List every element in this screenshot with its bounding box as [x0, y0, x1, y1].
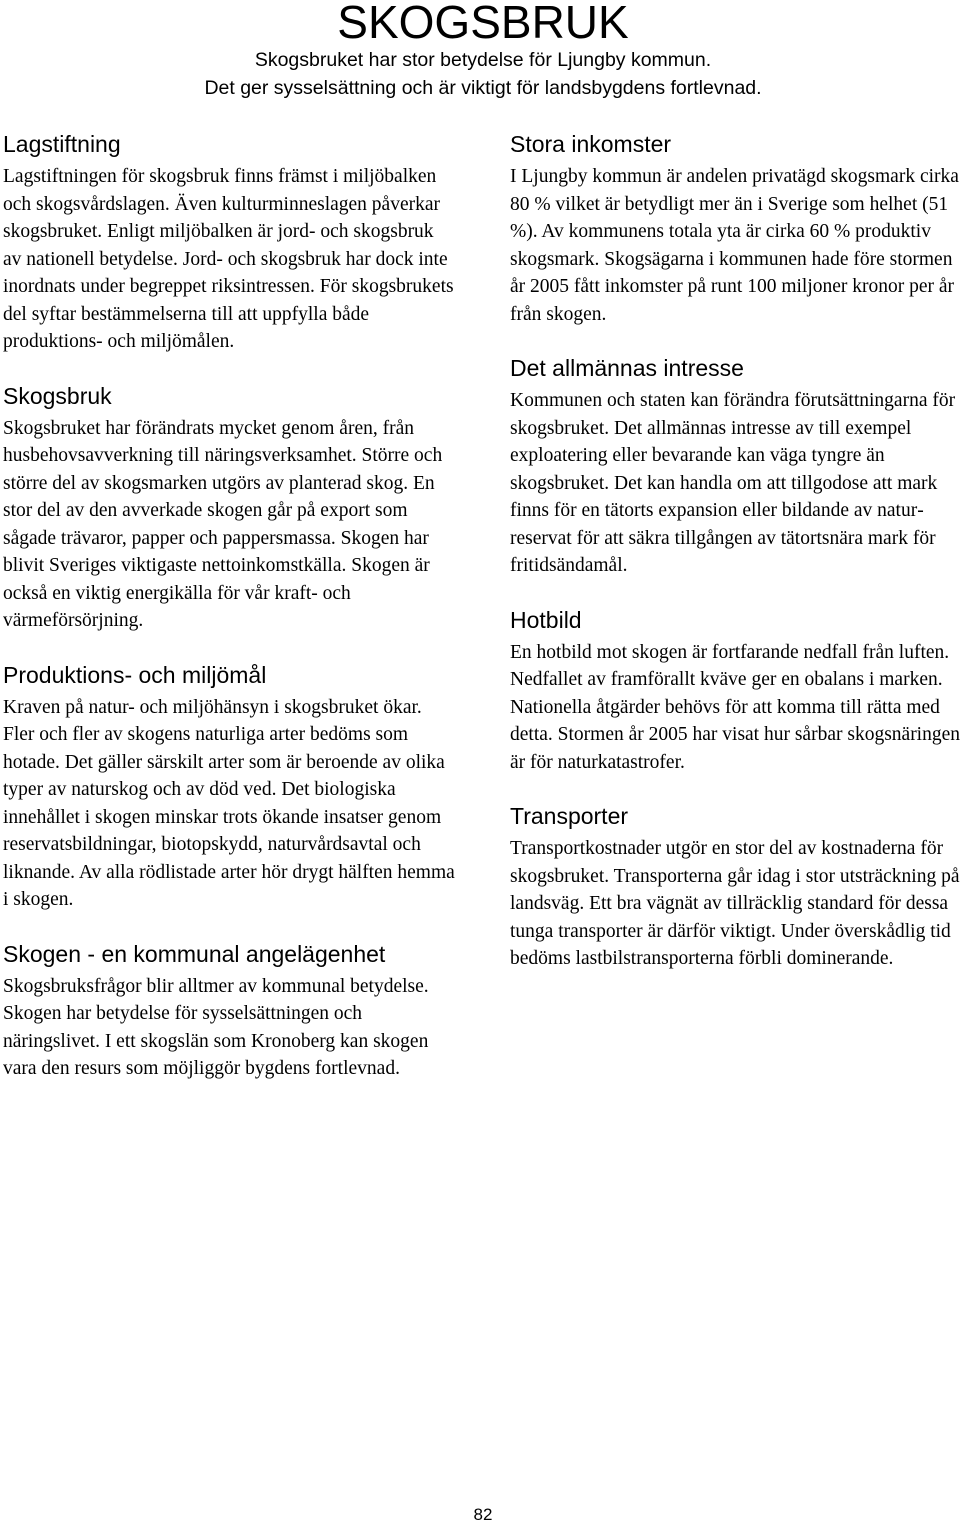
section-heading: Transporter — [510, 803, 629, 829]
section-heading: Hotbild — [510, 606, 582, 633]
section-body: Kommunen och staten kan förändra förutsättningarna för skogsbruket. Det allmännas intresse av till exempel exploatering eller bevarande kan väga tyngre än skogsbruket. Det kan handla om att tillgodose att mark finns för en tätorts expansion eller bildande av naturreservat för att säkra tillgången av tätortsnära mark för fritidsändamål. — [510, 390, 956, 576]
page-number: 82 — [473, 1505, 493, 1524]
section-kommunal-angelagenhet — [3, 938, 455, 1083]
section-heading: Produktions- och miljömål — [3, 661, 267, 688]
section-lagstiftning — [3, 128, 455, 356]
section-body: Transportkostnader utgör en stor del av kostnaderna för skogsbruket. Transporterna går idag i stor utsträckning på landsväg. Ett bra vägnät av tillräcklig standard för dessa tunga transporter är därför viktigt. Under överskådlig tid bedöms lastbilstransporterna förbli dominerande. — [510, 838, 960, 969]
section-heading: Stora inkomster — [510, 131, 672, 157]
section-heading: Skogsbruk — [3, 382, 112, 409]
section-skogsbruk — [3, 380, 455, 635]
left-column — [3, 128, 455, 1083]
section-heading: Det allmännas intresse — [510, 355, 744, 381]
section-heading: Skogen - en kommunal angelägenhet — [3, 940, 386, 967]
subtitle-line-2: Det ger sysselsättning och är viktigt för landsbygdens fortlevnad. — [204, 77, 762, 99]
section-body: Lagstiftningen för skogsbruk finns främst i miljöbalken och skogsvårdslagen. Även kulturminneslagen påverkar skogsbruket. Enligt miljöbalken är jord- och skogsbruk av nationell betydelse. Jord- och skogsbruk har dock inte inordnats under begreppet riksintressen. För skogsbrukets del syftar bestämmelserna till att uppfylla både produktions- och miljömålen. — [3, 166, 454, 352]
section-transporter — [510, 800, 960, 973]
section-body: Skogsbruket har förändrats mycket genom åren, från husbehovsavverkning till näringsverksamhet. Större och större del av skogsmarken utgörs av planterad skog. En stor del av den avverkade skogen går på export som sågade trävaror, papper och pappersmassa. Skogen har blivit Sveriges viktigaste nettoinkomstkälla. Skogen är också en viktig energikälla för vår kraft- och värmeförsörjning. — [3, 417, 443, 631]
section-stora-inkomster — [510, 128, 960, 328]
section-body: I Ljungby kommun är andelen privatägd skogsmark cirka 80 % vilket är betydligt mer än i Sverige som helhet (51 %). Av kommunens totala yta är cirka 60 % produktiv skogsmark. Skogsägarna i kommunen hade före stormen år 2005 fått inkomster på runt 100 miljoner kronor per år från skogen. — [510, 166, 959, 325]
page-title: SKOGSBRUK — [337, 0, 629, 48]
right-column — [510, 128, 960, 973]
subtitle-line-1: Skogsbruket har stor betydelse för Ljungby kommun. — [254, 49, 712, 71]
section-body: En hotbild mot skogen är fortfarande nedfall från luften. Nedfallet av framförallt kväve ger en obalans i marken. Nationella åtgärder behövs för att komma till rätta med detta. Stormen år 2005 har visat hur sårbar skogsnäringen är för naturkatastrofer. — [510, 641, 960, 773]
section-body: Skogsbruksfrågor blir alltmer av kommunal betydelse. Skogen har betydelse för sysselsättningen och näringslivet. I ett skogslän som Kronoberg kan skogen vara den resurs som möjliggör bygdens fortlevnad. — [3, 975, 429, 1079]
section-hotbild — [510, 604, 960, 777]
section-heading: Lagstiftning — [3, 131, 121, 157]
section-produktions-och-miljomal — [3, 659, 455, 914]
section-body: Kraven på natur- och miljöhänsyn i skogsbruket ökar. Fler och fler av skogens naturliga arter bedöms som hotade. Det gäller särskilt arter som är beroende av olika typer av naturskog och av död ved. Det biologiska innehållet i skogen minskar trots ökande insatser genom reservatsbildningar, biotopskydd, naturvårdsavtal och liknande. Av alla rödlistade arter hör drygt hälften hemma i skogen. — [3, 696, 455, 910]
section-det-allmannas-intresse — [510, 352, 960, 580]
